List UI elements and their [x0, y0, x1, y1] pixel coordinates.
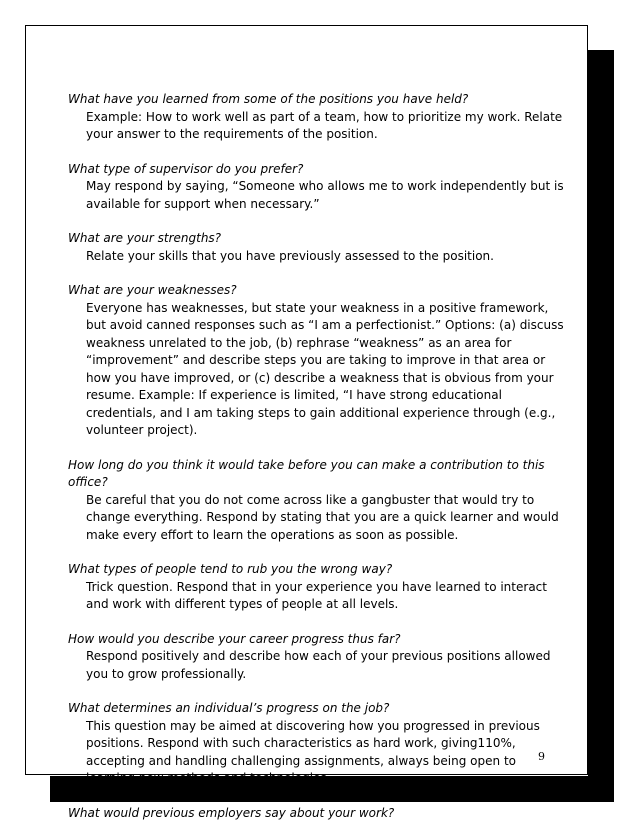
page-number: 9 [538, 750, 545, 763]
qa-item [68, 700, 568, 788]
qa-item [68, 805, 568, 823]
qa-item [68, 561, 568, 614]
question-text: What would previous employers say about your work? [68, 805, 395, 820]
question-text: What type of supervisor do you prefer? [68, 161, 304, 176]
answer-text: Be careful that you do not come across like a gangbuster that would try to change everything. Respond by stating that you are a quick learner and would make every effort to learn the operations as soon as possible. [86, 492, 559, 542]
question-text: How would you describe your career progress thus far? [68, 631, 401, 646]
question-text: What are your weaknesses? [68, 283, 237, 297]
page-content [68, 91, 568, 839]
answer-text: Trick question. Respond that in your experience you have learned to interact and work with different types of people at all levels. [86, 579, 547, 611]
answer-text: Example: How to work well as part of a team, how to prioritize my work. Relate your answer to the requirements of the position. [86, 109, 563, 141]
question-text: What determines an individual’s progress on the job? [68, 701, 390, 715]
answer-text: Everyone has weaknesses, but state your weakness in a positive framework, but avoid canned responses such as “I am a perfectionist.” Options: (a) discuss weakness unrelated to the job, (b) rephrase “weakness” as an area for “improvement” and describe steps you are taking to improve in that area or how you have improved, or (c) describe a weakness that is obvious from your resume. Example: If experience is limited, “I have strong educational credentials, and I am taking steps to gain additional experience through (e.g., volunteer project). [86, 300, 564, 437]
answer-text: This question may be aimed at discovering how you progressed in previous positions. Respond with such characteristics as hard work, giving110%, accepting and handling challenging assignments, always being open to learning new methods and technologies. [86, 718, 540, 785]
answer-text: May respond by saying, “Someone who allows me to work independently but is available for support when necessary.” [86, 179, 564, 211]
document-page [25, 25, 588, 820]
answer-text: Relate your skills that you have previously assessed to the position. [86, 248, 494, 263]
page-shadow-right [588, 50, 614, 802]
question-text: What have you learned from some of the positions you have held? [68, 92, 469, 106]
qa-item [68, 631, 568, 684]
qa-item [68, 230, 568, 265]
qa-item [68, 161, 568, 214]
question-text: How long do you think it would take before you can make a contribution to this office? [68, 457, 545, 489]
question-text: What types of people tend to rub you the wrong way? [68, 562, 393, 576]
qa-item [68, 457, 568, 545]
question-text: What are your strengths? [68, 231, 222, 245]
qa-item [68, 91, 568, 144]
qa-item [68, 282, 568, 440]
answer-text: Respond positively and describe how each of your previous positions allowed you to grow professionally. [86, 649, 551, 681]
